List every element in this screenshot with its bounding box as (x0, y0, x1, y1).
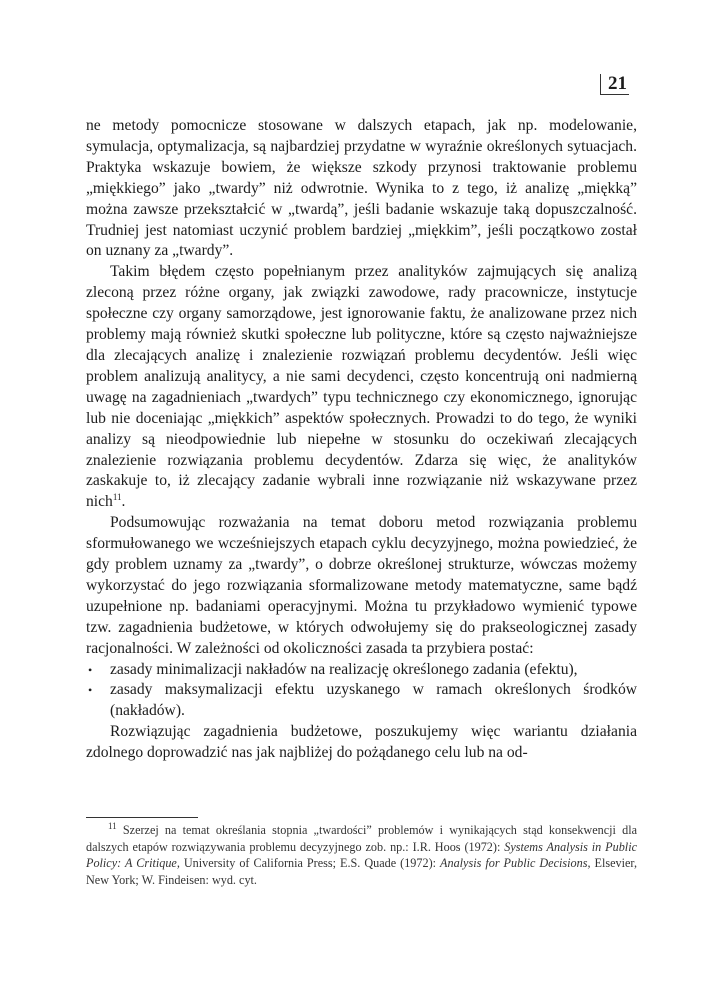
footnote-number: 11 (108, 820, 117, 831)
footnote-text: Elsevier, New York; W. Findeisen: wyd. cyt. (86, 856, 637, 887)
paragraph-2-end: . (121, 493, 126, 511)
paragraph-4: Rozwiązując zagadnienia budżetowe, poszukujemy więc wariantu działania zdolnego doprowadzić nas jak najbliżej do pożądanego celu lub na od- (86, 723, 637, 762)
paragraph-2 (86, 262, 637, 513)
footnote-text: University of California Press; E.S. Quade (1972): (179, 856, 441, 871)
body-text (86, 116, 637, 764)
footnote-text: Szerzej na temat określania stopnia „twardości” problemów i wynikających stąd konsekwencji dla dalszych etapów rozwiązywania problemu decyzyjnego zob. np.: I.R. Hoos (1972): (86, 823, 638, 854)
footnote-title: Analysis for Public Decisions, (440, 856, 591, 871)
bullet-item: • zasady minimalizacji nakładów na realizację określonego zadania (efektu), (86, 660, 637, 681)
footnote-11 (86, 822, 637, 888)
footnote-divider (86, 817, 198, 818)
bullet-item: • zasady maksymalizacji efektu uzyskanego w ramach określonych środków (nakładów). (86, 680, 637, 722)
footnote-title: Systems Analysis in Public Policy: A Critique, (86, 839, 637, 871)
paragraph-1: ne metody pomocnicze stosowane w dalszych etapach, jak np. modelowanie, symulacja, optymalizacja, są najbardziej przydatne w wyraźnie określonych sytuacjach. Praktyka wskazuje bowiem, że większe szkody przynosi traktowanie problemu „miękkiego” jako „twardy” niż odwrotnie. Wynika to z tego, iż analizę „miękką” można zawsze przekształcić w „twardą”, jeśli badanie wskazuje taką dopuszczalność. Trudniej jest natomiast uczynić problem bardziej „miękkim”, jeśli początkowo został on uznany za „twardy”. (86, 117, 637, 260)
paragraph-3: Podsumowując rozważania na temat doboru metod rozwiązania problemu sformułowanego we wcześniejszych etapach cyklu decyzyjnego, można powiedzieć, że gdy problem uznamy za „twardy”, o dobrze określonej strukturze, wówczas możemy wykorzystać do jego rozwiązania sformalizowane metody matematyczne, same bądź uzupełnione np. badaniami operacyjnymi. Można tu przykładowo wymienić typowe tzw. zagadnienia budżetowe, w których odwołujemy się do prakseologicznej zasady racjonalności. W zależności od okoliczności zasada ta przybiera postać: (86, 514, 637, 657)
footnote-reference: 11 (112, 492, 122, 503)
paragraph-2-text: Takim błędem często popełnianym przez analityków zajmujących się analizą zleconą przez różne organy, jak związki zawodowe, rady pracownicze, instytucje społeczne czy organy samorządowe, jest ignorowanie faktu, że analizowane przez nich problemy mają również skutki społeczne lub polityczne, które są często najważniejsze dla zlecających analizę i znalezienie rozwiązań problemu decydentów. Jeśli więc problem analizują analitycy, a nie sami decydenci, często koncentrują oni nadmierną uwagę na zagadnieniach „twardych” typu technicznego czy ekonomicznego, ignorując lub nie doceniając „miękkich” aspektów społecznych. Prowadzi to do tego, że wyniki analizy są nieodpowiednie lub niepełne w stosunku do oczekiwań zlecających znalezienie rozwiązania problemu decydentów. Zdarza się więc, że analityków zaskakuje to, iż zlecający zadanie wybrali inne rozwiązanie niż wskazywane przez nich (86, 263, 637, 511)
bullet-list (86, 660, 637, 723)
footnotes (86, 822, 637, 888)
page-number: 21 (600, 74, 629, 95)
